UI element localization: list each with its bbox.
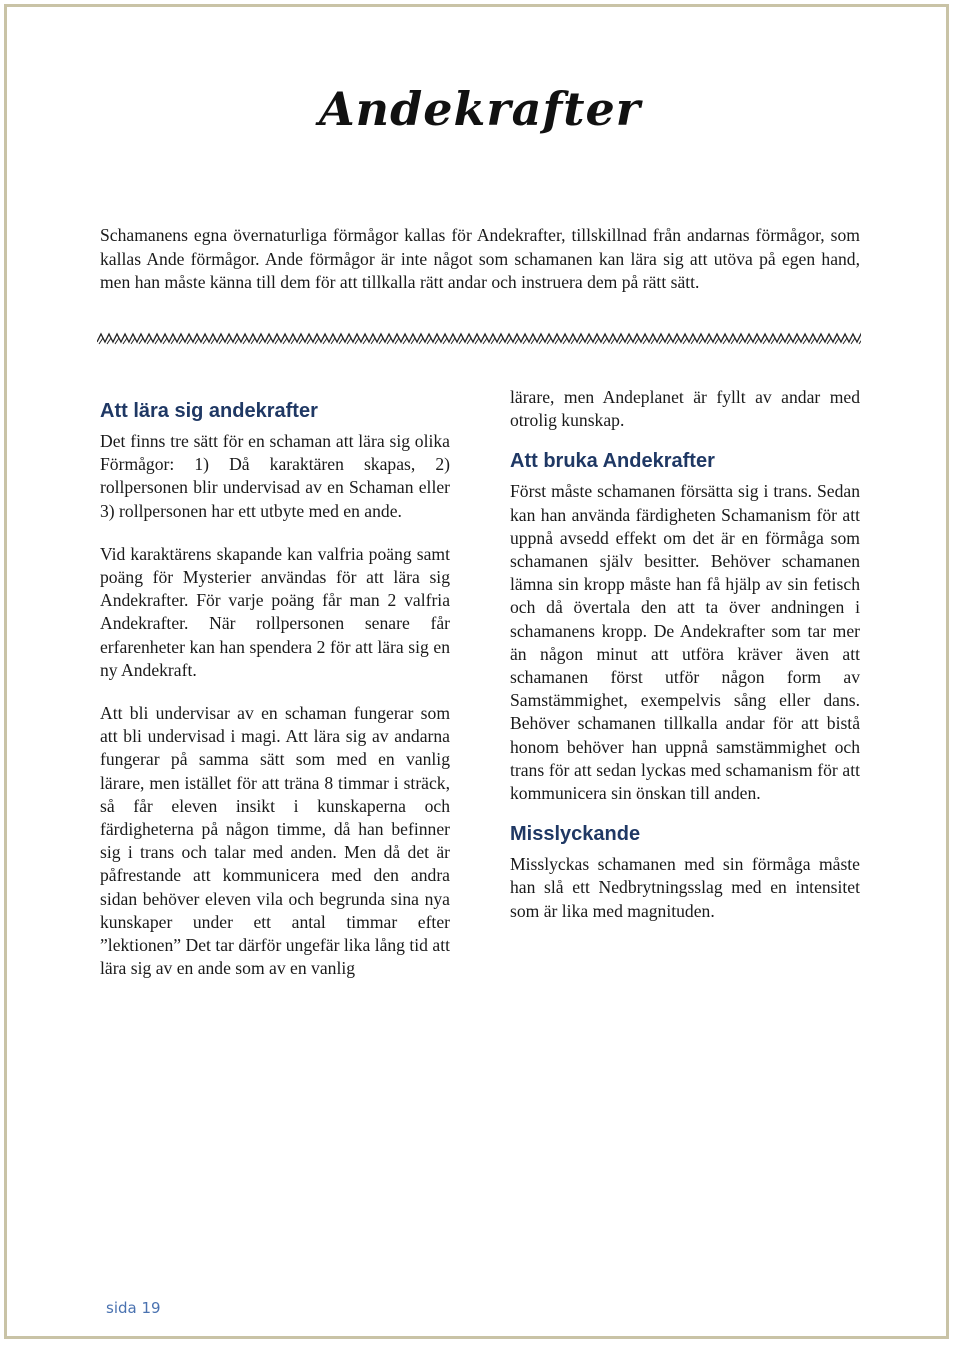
section-heading-using: Att bruka Andekrafter: [510, 450, 715, 473]
paragraph-learning-3: Att bli undervisar av en schaman fungerar som att bli undervisad i magi. Att lära sig av andarna fungerar på samma sätt som med en vanlig lärare, men istället för att träna 8 timmar i sträck, så får eleven insikt i kunskaperna och färdigheterna på någon timme, då han befinner sig i trans och talar med anden. Men då det är påfrestande att kommunicera med den andra sidan behöver eleven vila och begrunda sina nya kunskaper under ett antal timmar efter ”lektionen” Det tar därför ungefär lika lång tid att lära sig av en ande som av en vanlig: [100, 703, 450, 979]
paragraph-continuation: lärare, men Andeplanet är fyllt av andar med otrolig kunskap.: [510, 387, 860, 431]
paragraph-using: Först måste schamanen försätta sig i trans. Sedan kan han använda färdigheten Schamanism för att uppnå avsedd effekt om det är en förmåga som schamanen själv besitter. Behöver schamanen lämna sin kropp måste han få hjälp av sin fetisch och då övertala den att ta över andningen i schamanens kropp. De Andekrafter som tar mer än någon minut att utföra kräver även att schamanen först utför någon form av Samstämmighet, exempelvis sång eller dans. Behöver schamanen tillkalla andar för att bistå honom behöver han uppnå samstämmighet och trans för att sedan lyckas med schamanism för att kommunicera sin önskan till anden.: [510, 481, 860, 804]
paragraph-learning-1: Det finns tre sätt för en schaman att lära sig olika Förmågor: 1) Då karaktären skapas, 2) rollpersonen blir undervisad av en Schaman eller 3) rollpersonen har ett utbyte med en ande.: [100, 431, 450, 521]
page-number: sida 19: [106, 1299, 161, 1317]
right-column: [510, 386, 860, 939]
decorative-divider: [97, 330, 861, 350]
intro-paragraph: Schamanens egna övernaturliga förmågor kallas för Andekrafter, tillskillnad från andarnas förmågor, som kallas Ande förmågor. Ande förmågor är inte något som schamanen kan lära sig att utöva på egen hand, men han måste känna till dem för att tillkalla rätt andar och instruera dem på rätt sätt.: [100, 225, 860, 292]
paragraph-learning-2: Vid karaktärens skapande kan valfria poäng samt poäng för Mysterier användas för att lära sig Andekrafter. För varje poäng får man 2 valfria Andekrafter. När rollpersonen senare får erfarenheter kan han spendera 2 för att lära sig en ny Andekraft.: [100, 543, 450, 680]
section-heading-learning: Att lära sig andekrafter: [100, 400, 318, 422]
left-column: [100, 398, 450, 1000]
page-title: Andekrafter: [318, 82, 642, 136]
paragraph-failure: Misslyckas schamanen med sin förmåga måste han slå ett Nedbrytningsslag med en intensitet som är lika med magnituden.: [510, 854, 860, 921]
section-heading-failure: Misslyckande: [510, 823, 641, 846]
